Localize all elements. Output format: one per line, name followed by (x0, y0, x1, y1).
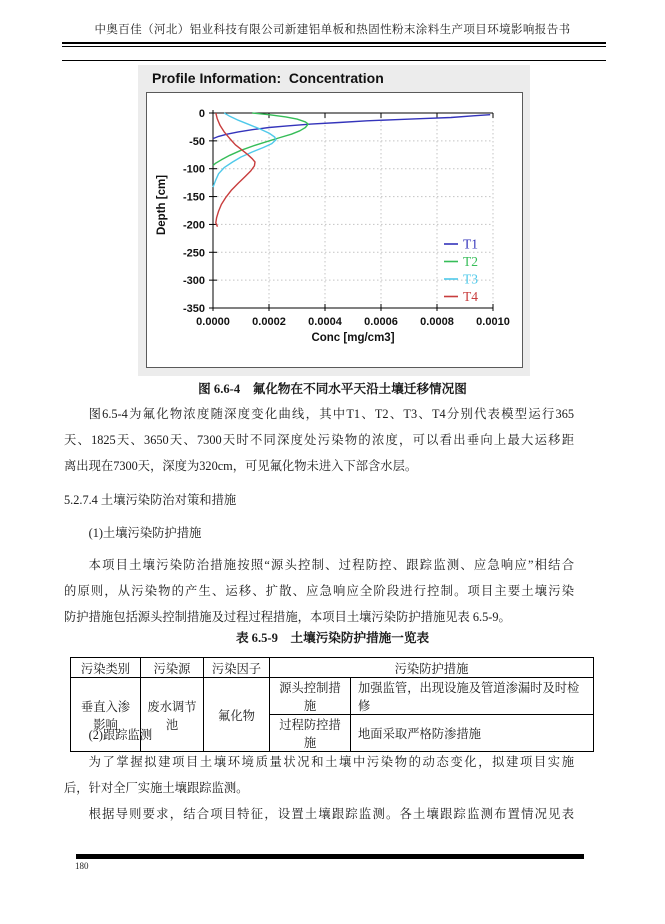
subheading-text: (2)跟踪监测 (88, 728, 153, 742)
header-cell-factor: 污染因子 (204, 658, 270, 678)
table-row (71, 678, 594, 715)
cell-measure-description: 加强监管，出现设施及管道渗漏时及时检修 (351, 678, 594, 715)
subheading-text: (1)土壤污染防护措施 (88, 526, 202, 540)
paragraph-line: 图6.5-4为氟化物浓度随深度变化曲线，其中T1、T2、T3、T4分别代表模型运行365 (88, 407, 574, 421)
header-cell-source: 污染源 (141, 658, 204, 678)
paragraph-line: 的原则，从污染物的产生、运移、扩散、应急响应全阶段进行控制。项目主要土壤污染 (64, 584, 574, 598)
paragraph-line: 根据导则要求，结合项目特征，设置土壤跟踪监测。各土壤跟踪监测布置情况见表 (88, 807, 574, 821)
y-tick-label: -250 (182, 247, 205, 260)
cell-measure-stage: 源头控制措施 (270, 678, 351, 715)
cell-measure-description: 地面采取严格防渗措施 (351, 715, 594, 752)
cell-measure-stage: 过程防控措施 (270, 715, 351, 752)
x-axis-title: Conc [mg/cm3] (311, 332, 395, 344)
page-number: 180 (75, 861, 89, 871)
series-line-T3 (213, 113, 276, 187)
legend-label-T2: T2 (463, 254, 478, 269)
footer-rule-bar (76, 854, 584, 859)
header-rule-thick (62, 42, 606, 44)
table-caption: 表 6.5-9 土壤污染防护措施一览表 (235, 631, 430, 645)
paragraph-monitoring-layout (64, 801, 574, 827)
paragraph-figure-description (64, 401, 574, 479)
y-tick-label: -50 (189, 135, 205, 148)
x-tick-label: 0.0002 (252, 316, 286, 328)
paragraph-line: 后，针对全厂实施土壤跟踪监测。 (64, 781, 249, 795)
x-tick-label: 0.0000 (196, 316, 230, 328)
paragraph-line: 为了掌握拟建项目土壤环境质量状况和土壤中污染物的动态变化，拟建项目实施 (88, 755, 574, 769)
cell-factor: 氟化物 (204, 678, 270, 752)
x-tick-label: 0.0004 (308, 316, 342, 328)
header-rule-thin (62, 46, 606, 47)
y-tick-label: -150 (182, 191, 205, 204)
x-tick-label: 0.0008 (420, 316, 454, 328)
section-heading-text: 5.2.7.4 土壤污染防治对策和措施 (64, 493, 237, 507)
header-cell-measures: 污染防护措施 (270, 658, 594, 678)
paragraph-line: 离出现在7300天，深度为320cm，可见氟化物未进入下部含水层。 (64, 459, 418, 473)
paragraph-protection-measures (64, 552, 574, 630)
legend-label-T1: T1 (463, 236, 478, 252)
cell-category: 垂直入渗影响 (71, 678, 141, 752)
y-tick-label: -200 (182, 219, 205, 232)
paragraph-line: 防护措施包括源头控制措施及过程过程措施，本项目土壤污染防护措施见表 6.5-9。 (64, 610, 511, 624)
subheading-1 (64, 520, 574, 546)
chart-title: Profile Information: Concentration (152, 70, 384, 86)
subheading-2 (64, 722, 574, 748)
section-divider-rule (62, 60, 606, 61)
paragraph-tracking-monitoring (64, 749, 574, 801)
paragraph-line: 本项目土壤污染防治措施按照“源头控制、过程防控、跟踪监测、应急响应”相结合 (88, 558, 574, 572)
y-tick-label: -350 (182, 303, 205, 315)
x-tick-label: 0.0010 (476, 316, 510, 328)
x-tick-label: 0.0006 (364, 316, 398, 328)
concentration-profile-chart-panel (138, 65, 530, 376)
y-axis-title: Depth [cm] (156, 174, 168, 236)
y-tick-label: -300 (182, 275, 205, 288)
section-heading-5-2-7-4 (64, 487, 574, 513)
figure-caption: 图 6.6-4 氟化物在不同水平天沿土壤迁移情况图 (198, 382, 467, 396)
legend-label-T4: T4 (463, 289, 478, 304)
y-tick-label: 0 (198, 108, 205, 120)
paragraph-line: 天、1825天、3650天、7300天时不同深度处污染物的浓度，可以看出垂向上最大运移距 (64, 433, 574, 447)
table-header-row (71, 658, 594, 678)
cell-source: 废水调节池 (141, 678, 204, 752)
legend-label-T3: T3 (463, 271, 478, 287)
header-cell-category: 污染类别 (71, 658, 141, 678)
series-line-T2 (213, 113, 308, 165)
page-header-title: 中奥百佳（河北）铝业科技有限公司新建铝单板和热固性粉末涂料生产项目环境影响报告书 (94, 24, 571, 36)
depth-vs-concentration-plot (147, 93, 522, 367)
chart-plot-box (146, 92, 523, 368)
y-tick-label: -100 (182, 163, 205, 176)
